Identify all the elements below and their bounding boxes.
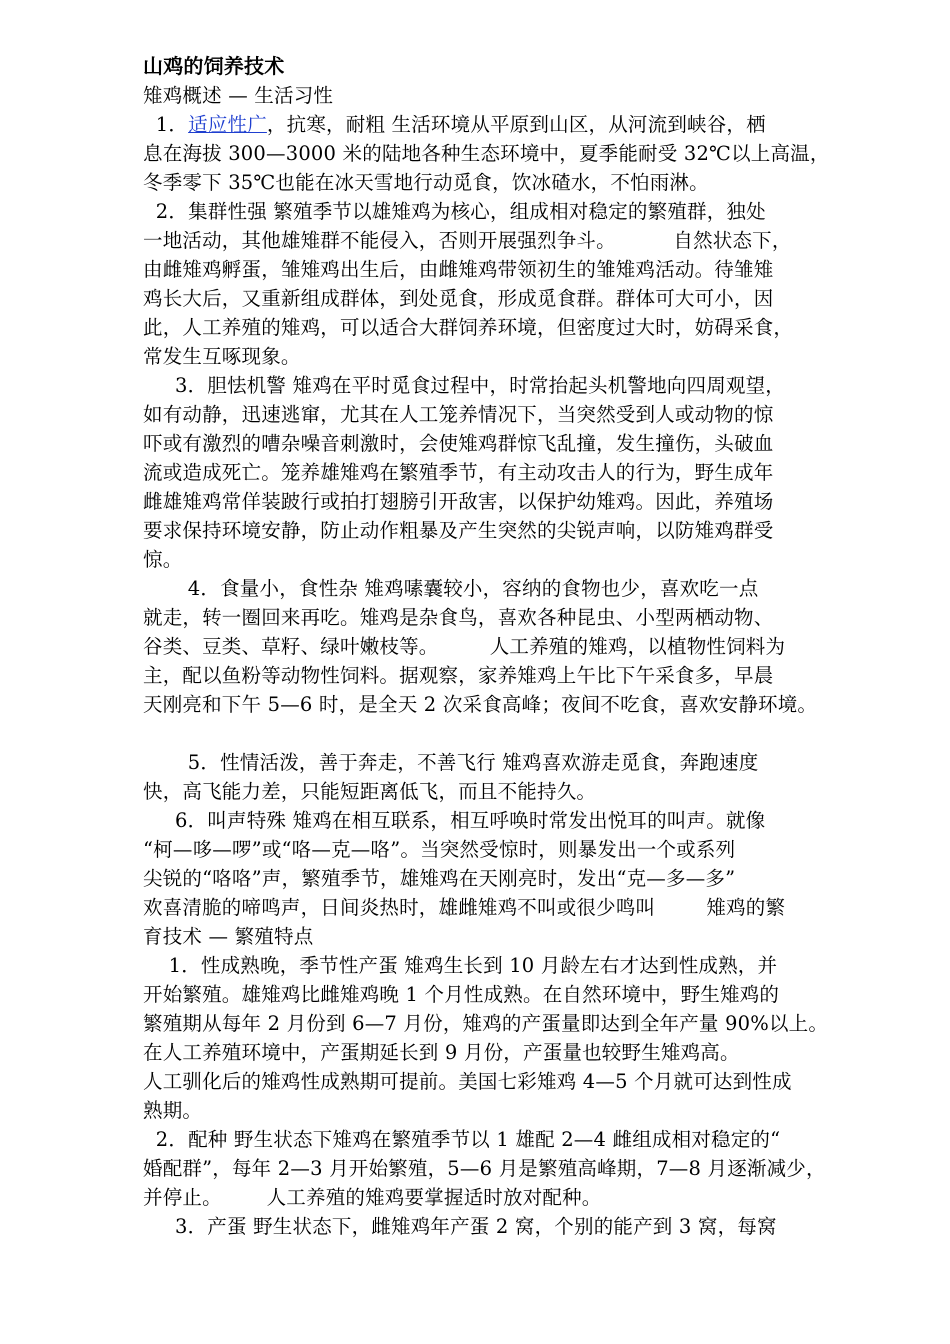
paragraph-line: 繁殖期从每年 2 月份到 6—7 月份，雉鸡的产蛋量即达到全年产量 90%以上。 <box>143 1012 829 1035</box>
paragraph-line: 人工驯化后的雉鸡性成熟期可提前。美国七彩雉鸡 4—5 个月就可达到性成 <box>143 1070 792 1093</box>
paragraph-line: 谷类、豆类、草籽、绿叶嫩枝等。 人工养殖的雉鸡，以植物性饲料为 <box>143 635 786 658</box>
paragraph-line: 尖锐的“咯咯”声，繁殖季节，雄雉鸡在天刚亮时，发出“克—多—多” <box>143 867 736 890</box>
paragraph-line: 3．胆怯机警 雉鸡在平时觅食过程中，时常抬起头机警地向四周观望， <box>143 374 785 397</box>
paragraph-line: 开始繁殖。雄雉鸡比雌雉鸡晚 1 个月性成熟。在自然环境中，野生雉鸡的 <box>143 983 780 1006</box>
paragraph-line: 主，配以鱼粉等动物性饲料。据观察，家养雉鸡上午比下午采食多，早晨 <box>143 664 774 687</box>
paragraph-line: 惊。 <box>143 548 183 571</box>
paragraph-line <box>143 110 893 139</box>
paragraph-line: 4．食量小，食性杂 雉鸡嗉囊较小，容纳的食物也少，喜欢吃一点 <box>143 577 759 600</box>
paragraph-line: 此，人工养殖的雉鸡，可以适合大群饲养环境，但密度过大时，妨碍采食， <box>143 316 794 339</box>
paragraph-line: 流或造成死亡。笼养雄雉鸡在繁殖季节，有主动攻击人的行为，野生成年 <box>143 461 774 484</box>
paragraph-line: 2．配种 野生状态下雉鸡在繁殖季节以 1 雄配 2—4 雌组成相对稳定的“ <box>143 1128 781 1151</box>
paragraph-line: 婚配群”，每年 2—3 月开始繁殖，5—6 月是繁殖高峰期，7—8 月逐渐减少， <box>143 1157 826 1180</box>
paragraph-line: 息在海拔 300—3000 米的陆地各种生态环境中，夏季能耐受 32℃以上高温， <box>143 142 830 165</box>
paragraph-line: 鸡长大后，又重新组成群体，到处觅食，形成觅食群。群体可大可小，因 <box>143 287 774 310</box>
paragraph-line: 雌雄雉鸡常佯装跛行或拍打翅膀引开敌害，以保护幼雉鸡。因此，养殖场 <box>143 490 774 513</box>
blank-line <box>143 719 893 748</box>
paragraph-line: 如有动静，迅速逃窜，尤其在人工笼养情况下，当突然受到人或动物的惊 <box>143 403 774 426</box>
paragraph-line: 6．叫声特殊 雉鸡在相互联系，相互呼唤时常发出悦耳的叫声。就像 <box>143 809 766 832</box>
document-title: 山鸡的饲养技术 <box>143 54 285 78</box>
paragraph-line: 常发生互啄现象。 <box>143 345 301 368</box>
paragraph-line: 1．性成熟晚，季节性产蛋 雉鸡生长到 10 月龄左右才达到性成熟，并 <box>143 954 778 977</box>
document-page <box>143 52 893 1241</box>
paragraph-line: 吓或有激烈的嘈杂噪音刺激时，会使雉鸡群惊飞乱撞，发生撞伤，头破血 <box>143 432 774 455</box>
line-text: ，抗寒，耐粗 生活环境从平原到山区，从河流到峡谷，栖 <box>266 113 766 136</box>
paragraph-line: 要求保持环境安静，防止动作粗暴及产生突然的尖锐声响，以防雉鸡群受 <box>143 519 774 542</box>
section-heading: 雉鸡概述 — 生活习性 <box>143 84 334 107</box>
paragraph-line: 就走，转一圈回来再吃。雉鸡是杂食鸟，喜欢各种昆虫、小型两栖动物、 <box>143 606 774 629</box>
paragraph-line: 熟期。 <box>143 1099 203 1122</box>
list-number: 1． <box>143 113 189 136</box>
paragraph-line: 在人工养殖环境中，产蛋期延长到 9 月份，产蛋量也较野生雉鸡高。 <box>143 1041 740 1064</box>
paragraph-line: 2．集群性强 繁殖季节以雄雉鸡为核心，组成相对稳定的繁殖群，独处 <box>143 200 766 223</box>
paragraph-line: 欢喜清脆的啼鸣声，日间炎热时，雄雌雉鸡不叫或很少鸣叫 雉鸡的繁 <box>143 896 786 919</box>
paragraph-line: 3．产蛋 野生状态下，雌雉鸡年产蛋 2 窝，个别的能产到 3 窝，每窝 <box>143 1215 777 1238</box>
paragraph-line: 由雌雉鸡孵蛋，雏雉鸡出生后，由雌雉鸡带领初生的雏雉鸡活动。待雏雉 <box>143 258 774 281</box>
paragraph-line: 并停止。 人工养殖的雉鸡要掌握适时放对配种。 <box>143 1186 602 1209</box>
section-heading: 育技术 — 繁殖特点 <box>143 925 314 948</box>
paragraph-line: 快，高飞能力差，只能短距离低飞，而且不能持久。 <box>143 780 597 803</box>
paragraph-line: 5．性情活泼，善于奔走，不善飞行 雉鸡喜欢游走觅食，奔跑速度 <box>143 751 759 774</box>
paragraph-line: “柯—哆—啰”或“咯—克—咯”。当突然受惊时，则暴发出一个或系列 <box>143 838 736 861</box>
paragraph-line: 天刚亮和下午 5—6 时，是全天 2 次采食高峰；夜间不吃食，喜欢安静环境。 <box>143 693 818 716</box>
adaptability-link[interactable]: 适应性广 <box>188 113 267 136</box>
paragraph-line: 冬季零下 35℃也能在冰天雪地行动觅食，饮冰碴水，不怕雨淋。 <box>143 171 709 194</box>
paragraph-line: 一地活动，其他雄雉群不能侵入，否则开展强烈争斗。 自然状态下， <box>143 229 792 252</box>
